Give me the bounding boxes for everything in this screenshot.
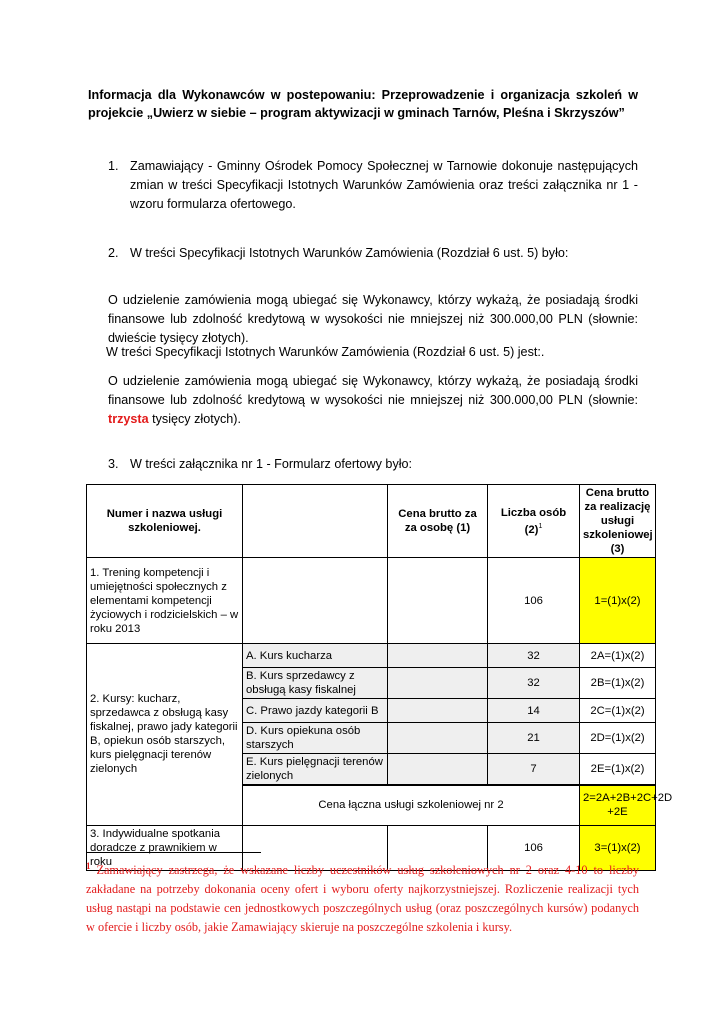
count-cell: 14: [488, 699, 580, 723]
formula-cell: 2A=(1)x(2): [580, 644, 656, 668]
table-header-row: [87, 485, 656, 558]
list-item-2: [108, 244, 638, 263]
price-cell[interactable]: [388, 699, 488, 723]
formula-cell: 2C=(1)x(2): [580, 699, 656, 723]
offer-form-table: [86, 484, 673, 871]
footnote: [86, 857, 639, 937]
service-name: 2. Kursy: kucharz, sprzedawca z obsługą kasy fiskalnej, prawo jady kategorii B, opiekun osób starszych, kurs pielęgnacji terenów zielonych: [87, 644, 243, 826]
count-cell: 32: [488, 644, 580, 668]
list-text: W treści załącznika nr 1 - Formularz ofertowy było:: [130, 457, 413, 471]
course-label: C. Prawo jazdy kategorii B: [243, 699, 388, 723]
course-label: B. Kurs sprzedawcy z obsługą kasy fiskalnej: [243, 668, 388, 699]
table-row: [87, 558, 656, 644]
formula-cell: 1=(1)x(2): [580, 558, 656, 644]
price-cell[interactable]: [388, 644, 488, 668]
count-cell: 21: [488, 723, 580, 754]
count-cell: 106: [488, 825, 580, 870]
highlighted-word: trzysta: [108, 412, 149, 426]
header-person-count-label: Liczba osób (2): [500, 506, 567, 536]
header-person-count: [488, 485, 580, 558]
empty-cell: [243, 558, 388, 644]
total-label: Cena łączna usługi szkoleniowej nr 2: [243, 785, 580, 825]
formula-cell: 2D=(1)x(2): [580, 723, 656, 754]
list-number: 1.: [108, 159, 119, 173]
header-empty: [243, 485, 388, 558]
service-name: 1. Trening kompetencji i umiejętności społecznych z elementami kompetencji życiowych i rodzicielskich – w roku 2013: [87, 558, 243, 644]
footnote-separator: [86, 852, 261, 853]
total-formula: 2=2A+2B+2C+2D +2E: [580, 785, 656, 825]
count-cell: 7: [488, 754, 580, 786]
price-cell[interactable]: [388, 558, 488, 644]
footnote-mark: 1: [86, 861, 91, 871]
paragraph-before: O udzielenie zamówienia mogą ubiegać się Wykonawcy, którzy wykażą, że posiadają środki finansowe lub zdolność kredytową w wysokości nie mniejszej niż 300.000,00 PLN (słownie: dwieście tysięcy złotych).: [108, 293, 638, 345]
list-item-3: [108, 455, 638, 474]
footnote-ref: 1: [538, 522, 543, 530]
title-line-2: projekcie „Uwierz w siebie – program aktywizacji w gminach Tarnów, Pleśna i Skrzyszów”: [88, 106, 625, 120]
document-title: [88, 86, 638, 122]
formula-cell: 2E=(1)x(2): [580, 754, 656, 786]
list-number: 3.: [108, 457, 119, 471]
formula-cell: 3=(1)x(2): [580, 825, 656, 870]
formula-cell: 2B=(1)x(2): [580, 668, 656, 699]
price-cell[interactable]: [388, 668, 488, 699]
service-name: 3. Indywidualne spotkania doradcze z prawnikiem w roku: [87, 825, 243, 870]
list-item-1: [108, 157, 638, 214]
table-row: [87, 644, 656, 668]
count-cell: 32: [488, 668, 580, 699]
price-cell[interactable]: [388, 723, 488, 754]
header-total-price: Cena brutto za realizację usługi szkoleniowej (3): [580, 485, 656, 558]
course-label: E. Kurs pielęgnacji terenów zielonych: [243, 754, 388, 786]
title-line-1: Informacja dla Wykonawców w postepowaniu: Przeprowadzenie i organizacja szkoleń w: [88, 88, 638, 102]
course-label: A. Kurs kucharza: [243, 644, 388, 668]
price-cell[interactable]: [388, 754, 488, 786]
footnote-text: Zamawiający zastrzega, że wskazane liczby uczestników usług szkoleniowych nr 2 oraz 4-10 to liczby zakładane na potrzeby dokonania oceny ofert i wyboru oferty najkorzystniejszej. Rozliczenie realizacji tych usług nastąpi na podstawie cen jednostkowych poszczególnych usług (oraz poszczególnych kursów) podanych w ofercie i liczby osób, jakie Zamawiający skieruje na poszczególne szkolenia i kursy.: [86, 863, 639, 935]
list-text: W treści Specyfikacji Istotnych Warunków Zamówienia (Rozdział 6 ust. 5) było:: [130, 246, 569, 260]
paragraph-after: [108, 372, 638, 429]
paragraph-is-heading: W treści Specyfikacji Istotnych Warunków Zamówienia (Rozdział 6 ust. 5) jest:.: [106, 345, 545, 359]
header-price-per-person: Cena brutto za za osobę (1): [388, 485, 488, 558]
count-cell: 106: [488, 558, 580, 644]
course-label: D. Kurs opiekuna osób starszych: [243, 723, 388, 754]
list-number: 2.: [108, 246, 119, 260]
list-text: Zamawiający - Gminny Ośrodek Pomocy Społecznej w Tarnowie dokonuje następujących zmian w treści Specyfikacji Istotnych Warunków Zamówienia oraz treści załącznika nr 1 - wzoru formularza ofertowego.: [130, 159, 638, 211]
paragraph-after-prefix: O udzielenie zamówienia mogą ubiegać się Wykonawcy, którzy wykażą, że posiadają środki finansowe lub zdolność kredytową w wysokości nie mniejszej niż 300.000,00 PLN (słownie:: [108, 374, 638, 407]
header-service-name: Numer i nazwa usługi szkoleniowej.: [87, 485, 243, 558]
paragraph-after-suffix: tysięcy złotych).: [148, 412, 241, 426]
